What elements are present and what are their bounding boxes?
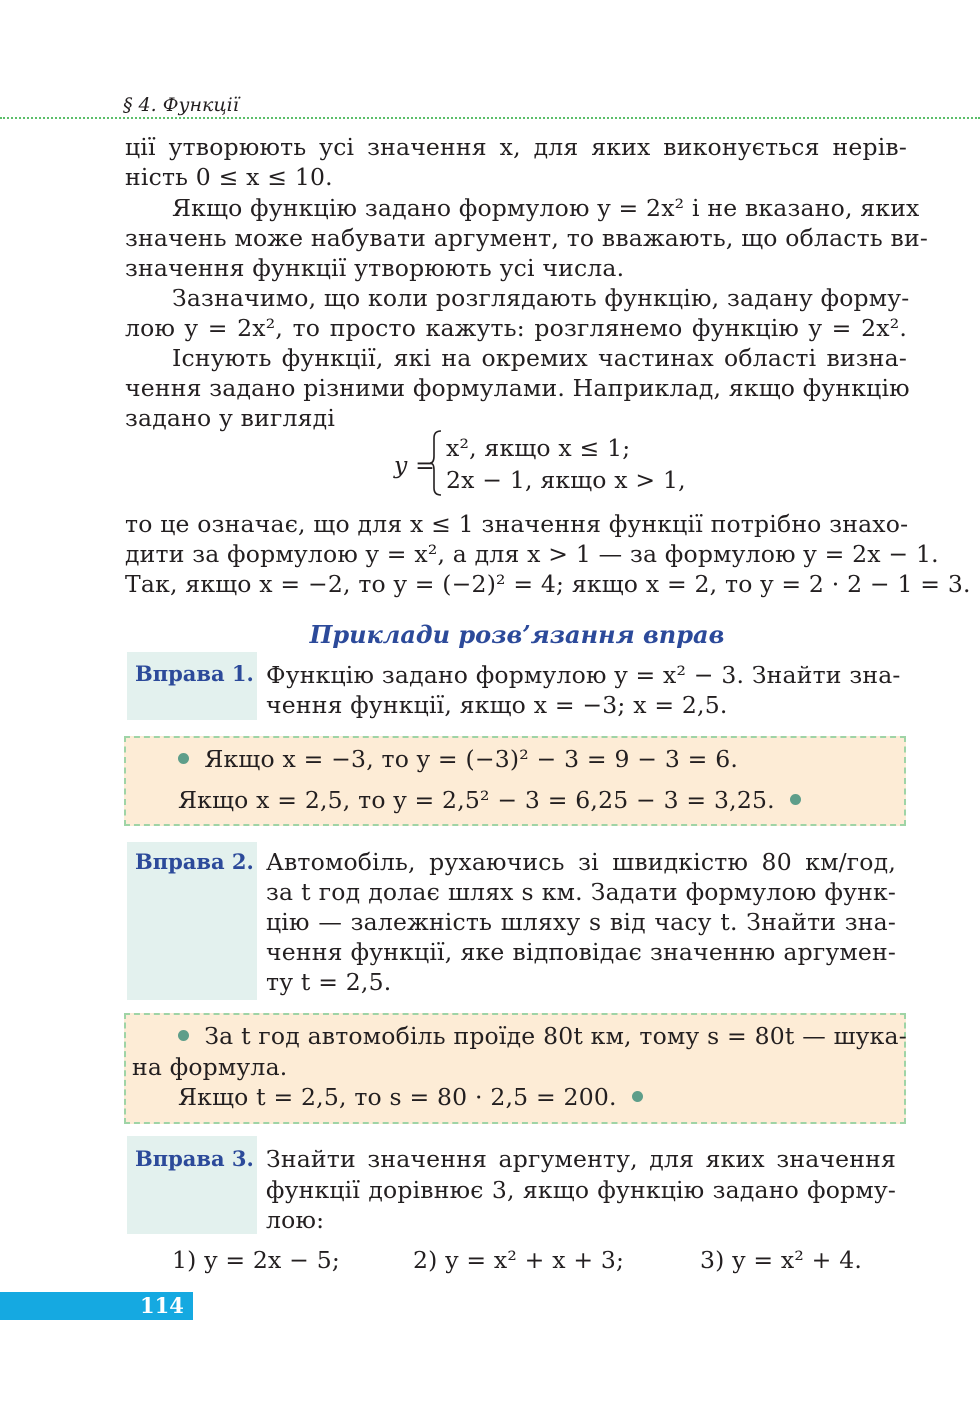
solution-line	[178, 785, 801, 815]
bullet-icon	[178, 753, 189, 764]
body-line: значення функції утворюють усі числа.	[125, 254, 625, 282]
formula-lhs: y =	[394, 451, 436, 479]
formula-case-2: 2x − 1, якщо x > 1,	[446, 466, 686, 494]
body-line: ції утворюють усі значення x, для яких виконується нерів-	[125, 133, 907, 161]
body-line: Існують функції, які на окремих частинах області визна-	[172, 344, 907, 372]
body-line: дити за формулою y = x², а для x > 1 — за формулою y = 2x − 1.	[125, 540, 939, 568]
exercise-text-line: лою:	[266, 1206, 325, 1234]
solution-line	[178, 1021, 907, 1051]
running-header: § 4. Функції	[123, 94, 239, 116]
body-line: Якщо функцію задано формулою y = 2x² і не вказано, яких	[172, 194, 920, 222]
section-title: Приклади розв’язання вправ	[309, 620, 725, 649]
body-line: Зазначимо, що коли розглядають функцію, задану форму-	[172, 284, 910, 312]
solution-line: на формула.	[132, 1053, 288, 1081]
body-line: чення задано різними формулами. Наприклад, якщо функцію	[125, 374, 910, 402]
solution-text: За t год автомобіль проїде 80t км, тому s = 80t — шука-	[204, 1022, 907, 1050]
solution-text: Якщо x = 2,5, то y = 2,5² − 3 = 6,25 − 3 = 3,25.	[178, 786, 775, 814]
body-line: ність 0 ≤ x ≤ 10.	[125, 163, 333, 191]
body-line: значень може набувати аргумент, то вважають, що область ви-	[125, 224, 928, 252]
exercise-label: Вправа 2.	[135, 849, 254, 874]
curly-brace-icon	[430, 430, 442, 496]
exercise-text-line: функції дорівнює 3, якщо функцію задано форму-	[266, 1176, 896, 1204]
exercise-option: 2) y = x² + x + 3;	[413, 1246, 625, 1274]
exercise-text-line: за t год долає шлях s км. Задати формулою функ-	[266, 878, 896, 906]
body-line: то це означає, що для x ≤ 1 значення функції потрібно знахо-	[125, 510, 909, 538]
exercise-label: Вправа 3.	[135, 1146, 254, 1171]
solution-line	[178, 1082, 643, 1112]
exercise-text-line: Функцію задано формулою y = x² − 3. Знайти зна-	[266, 661, 901, 689]
exercise-text-line: Автомобіль, рухаючись зі швидкістю 80 км/год,	[266, 848, 896, 876]
header-dotted-rule	[0, 117, 980, 119]
exercise-text-line: Знайти значення аргументу, для яких значення	[266, 1145, 896, 1173]
exercise-text-line: ту t = 2,5.	[266, 968, 392, 996]
body-line: лою y = 2x², то просто кажуть: розглянемо функцію y = 2x².	[125, 314, 907, 342]
solution-line	[178, 744, 738, 774]
exercise-label: Вправа 1.	[135, 661, 254, 686]
bullet-icon	[790, 794, 801, 805]
solution-text: Якщо x = −3, то y = (−3)² − 3 = 9 − 3 = 6.	[204, 745, 739, 773]
bullet-icon	[632, 1091, 643, 1102]
exercise-text-line: чення функції, яке відповідає значенню аргумен-	[266, 938, 896, 966]
body-line: задано у вигляді	[125, 404, 336, 432]
exercise-text-line: чення функції, якщо x = −3; x = 2,5.	[266, 691, 728, 719]
page-number: 114	[140, 1293, 184, 1318]
solution-text: Якщо t = 2,5, то s = 80 · 2,5 = 200.	[178, 1083, 617, 1111]
exercise-option: 1) y = 2x − 5;	[172, 1246, 340, 1274]
formula-case-1: x², якщо x ≤ 1;	[446, 434, 631, 462]
exercise-text-line: цію — залежність шляху s від часу t. Знайти зна-	[266, 908, 896, 936]
body-line: Так, якщо x = −2, то y = (−2)² = 4; якщо x = 2, то y = 2 · 2 − 1 = 3.	[125, 570, 971, 598]
bullet-icon	[178, 1030, 189, 1041]
exercise-option: 3) y = x² + 4.	[700, 1246, 863, 1274]
